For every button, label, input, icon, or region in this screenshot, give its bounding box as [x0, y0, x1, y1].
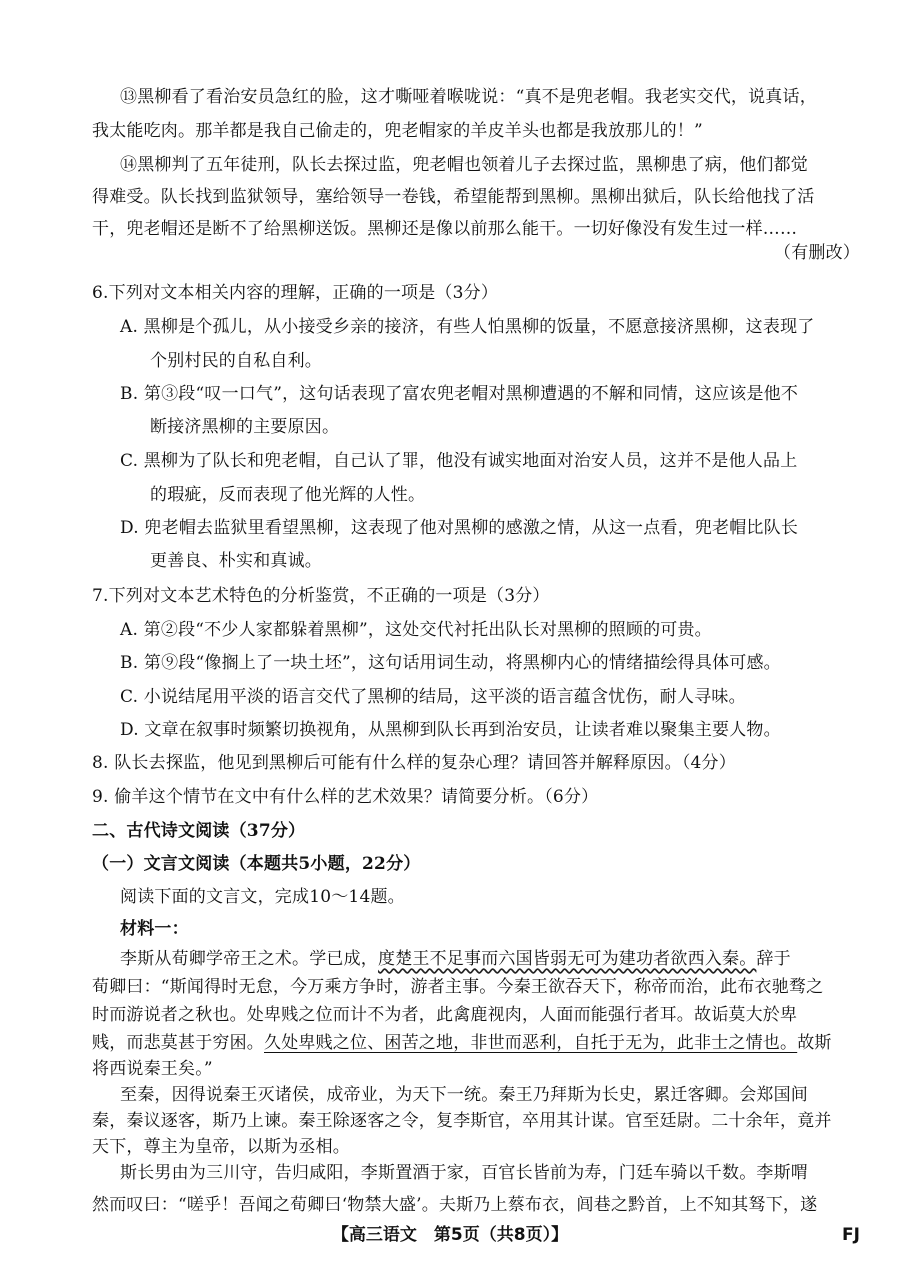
page-footer: 【高三语文 第5页（共8页）】 — [331, 1225, 569, 1245]
material-label: 材料一： — [120, 919, 189, 939]
question-7-stem: 7.下列对文本艺术特色的分析鉴赏，不正确的一项是（3分） — [92, 586, 550, 606]
classical-paragraph-2-line-1: 至秦，因得说秦王灭诸侯，成帝业，为天下一统。秦王乃拜斯为长史，累迁客卿。会郑国间 — [120, 1085, 808, 1105]
story-paragraph-13-line-1: ⑬黑柳看了看治安员急红的脸，这才嘶哑着喉咙说：“真不是兜老帽。我老实交代，说真话， — [120, 87, 817, 107]
classical-paragraph-2-line-3: 天下，尊主为皇帝，以斯为丞相。 — [92, 1137, 350, 1157]
question-7-option-b: B. 第⑨段“像搁上了一块土坯”，这句话用词生动，将黑柳内心的情绪描绘得具体可感。 — [120, 653, 781, 673]
question-7-option-d: D. 文章在叙事时频繁切换视角，从黑柳到队长再到治安员，让读者难以聚集主要人物。 — [120, 720, 781, 740]
section-2-title: 二、古代诗文阅读（37分） — [92, 821, 306, 841]
classical-paragraph-1-line-2: 荀卿曰：“斯闻得时无怠，今万乘方争时，游者主事。今秦王欲吞天下，称帝而治，此布衣驰骛之 — [92, 977, 824, 997]
revision-note: （有删改） — [774, 243, 860, 263]
classical-paragraph-1-line-4 — [92, 1032, 832, 1054]
paper-code: FJ — [842, 1225, 860, 1245]
reading-instruction: 阅读下面的文言文，完成10～14题。 — [120, 887, 405, 907]
question-7-option-a: A. 第②段“不少人家都躲着黑柳”，这处交代衬托出队长对黑柳的照顾的可贵。 — [120, 620, 712, 640]
underlined-sentence: 久处卑贱之位、困苦之地，非世而恶利，自托于无为，此非士之情也。 — [264, 1033, 798, 1053]
classical-paragraph-1-line-1 — [120, 948, 791, 970]
classical-paragraph-2-line-2: 秦，秦议逐客，斯乃上谏。秦王除逐客之令，复李斯官，卒用其计谋。官至廷尉。二十余年，竟并 — [92, 1111, 832, 1131]
classical-paragraph-3-line-2: 然而叹曰：“嗟乎！吾闻之荀卿曰‘物禁大盛’。夫斯乃上蔡布衣，闾巷之黔首，上不知其驽下，遂 — [92, 1195, 818, 1215]
question-6-option-d-line-2: 更善良、朴实和真诚。 — [150, 551, 322, 571]
question-7-option-c: C. 小说结尾用平淡的语言交代了黑柳的结局，这平淡的语言蕴含忧伤，耐人寻味。 — [120, 687, 746, 707]
classical-paragraph-1-line-3: 时而游说者之秋也。处卑贱之位而计不为者，此禽鹿视肉，人面而能强行者耳。故诟莫大於卑 — [92, 1005, 798, 1025]
classical-text: 李斯从荀卿学帝王之术。学已成， — [120, 949, 378, 969]
wavy-underlined-sentence: 度楚王不足事而六国皆弱无可为建功者欲西入秦。 — [378, 949, 757, 969]
question-6-option-a-line-1: A. 黑柳是个孤儿，从小接受乡亲的接济，有些人怕黑柳的饭量，不愿意接济黑柳，这表现了 — [120, 317, 815, 337]
question-8: 8. 队长去探监，他见到黑柳后可能有什么样的复杂心理？请回答并解释原因。（4分） — [92, 753, 736, 773]
story-paragraph-13-line-2: 我太能吃肉。那羊都是我自己偷走的，兜老帽家的羊皮羊头也都是我放那儿的！” — [92, 121, 703, 141]
classical-paragraph-3-line-1: 斯长男由为三川守，告归咸阳，李斯置酒于家，百官长皆前为寿，门廷车骑以千数。李斯喟 — [120, 1163, 808, 1183]
question-6-option-a-line-2: 个别村民的自私自利。 — [150, 351, 322, 371]
classical-text: 贱，而悲莫甚于穷困。 — [92, 1033, 264, 1053]
story-paragraph-14-line-2: 得难受。队长找到监狱领导，塞给领导一卷钱，希望能帮到黑柳。黑柳出狱后，队长给他找了活 — [92, 187, 815, 207]
question-6-option-d-line-1: D. 兜老帽去监狱里看望黑柳，这表现了他对黑柳的感激之情，从这一点看，兜老帽比队长 — [120, 518, 799, 538]
story-paragraph-14-line-3: 干，兜老帽还是断不了给黑柳送饭。黑柳还是像以前那么能干。一切好像没有发生过一样…… — [92, 219, 798, 239]
question-6-option-b-line-2: 断接济黑柳的主要原因。 — [150, 417, 340, 437]
question-6-stem: 6.下列对文本相关内容的理解，正确的一项是（3分） — [92, 283, 499, 303]
classical-text: 辞于 — [756, 949, 791, 969]
classical-paragraph-1-line-5: 将西说秦王矣。” — [92, 1059, 213, 1079]
question-6-option-c-line-1: C. 黑柳为了队长和兜老帽，自己认了罪，他没有诚实地面对治安人员，这并不是他人品上 — [120, 451, 798, 471]
classical-text: 故斯 — [797, 1033, 832, 1053]
question-6-option-c-line-2: 的瑕疵，反而表现了他光辉的人性。 — [150, 485, 426, 505]
question-9: 9. 偷羊这个情节在文中有什么样的艺术效果？请简要分析。（6分） — [92, 787, 599, 807]
story-paragraph-14-line-1: ⑭黑柳判了五年徒刑，队长去探过监，兜老帽也领着儿子去探过监，黑柳患了病，他们都觉 — [120, 155, 808, 175]
subsection-title: （一）文言文阅读（本题共5小题，22分） — [92, 854, 421, 874]
question-6-option-b-line-1: B. 第③段“叹一口气”，这句话表现了富农兜老帽对黑柳遭遇的不解和同情，这应该是他不 — [120, 384, 799, 404]
